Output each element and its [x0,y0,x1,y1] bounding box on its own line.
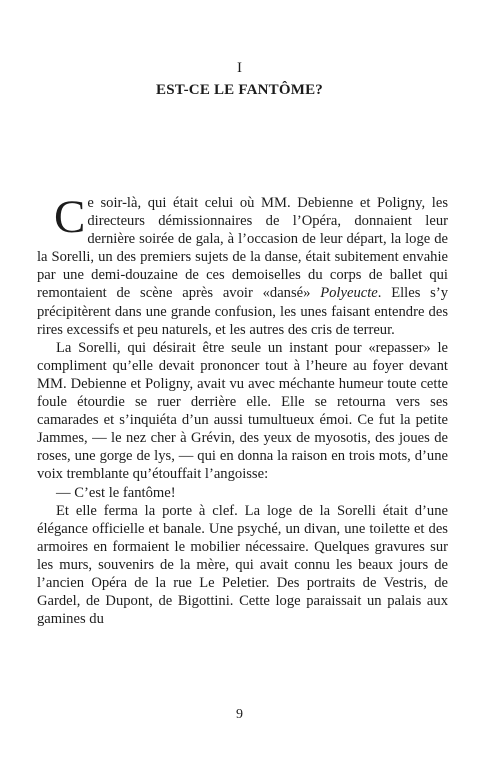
body-text [37,191,448,628]
work-title: Polyeucte [320,285,378,302]
paragraph-1 [37,191,448,339]
page-number: 9 [236,707,243,722]
paragraph-1-end: . Elles s’y précipitèrent dans une grande confusion, les unes faisant entendre des rires excessifs et peu naturels, et les autres des cris de terreur. [37,285,448,338]
chapter-title: EST-CE LE FANTÔME? [156,82,323,98]
chapter-number: I [237,60,242,76]
paragraph-1-text: e soir-là, qui était celui où MM. Debienne et Poligny, les directeurs démissionnaires de l’Opéra, donnaient leur dernière soirée de gala, à l’occasion de leur départ, la loge de la Sorelli, un des premiers sujets de la danse, était subitement envahie par une demi-douzaine de ces demoiselles du corps de ballet qui remontaient de scène après avoir «dansé» [37,195,448,302]
paragraph-3: — C’est le fantôme! [56,484,176,501]
paragraph-4: Et elle ferma la porte à clef. La loge de la Sorelli était d’une élégance officielle et banale. Une psyché, un divan, une toilette et des armoires en formaient le mobilier nécessaire. Quelques gravures sur les murs, souvenirs de la mère, qui avait connu les beaux jours de l’ancien Opéra de la rue Le Peletier. Des portraits de Vestris, de Gardel, de Dupont, de Bigottini. Cette loge paraissait un palais aux gamines du [37,502,448,628]
paragraph-2: La Sorelli, qui désirait être seule un instant pour «repasser» le compliment qu’elle devait prononcer tout à l’heure au foyer devant MM. Debienne et Poligny, avait vu avec méchante humeur toute cette foule étourdie se ruer derrière elle. Elle se retourna vers ses camarades et s’inquiéta d’un aussi tumultueux émoi. Ce fut la petite Jammes, — le nez cher à Grévin, des yeux de myosotis, des joues de roses, une gorge de lys, — qui en donna la raison en trois mots, d’une voix tremblante qu’étouffait l’angoisse: [37,339,448,483]
drop-cap: C [54,191,86,243]
